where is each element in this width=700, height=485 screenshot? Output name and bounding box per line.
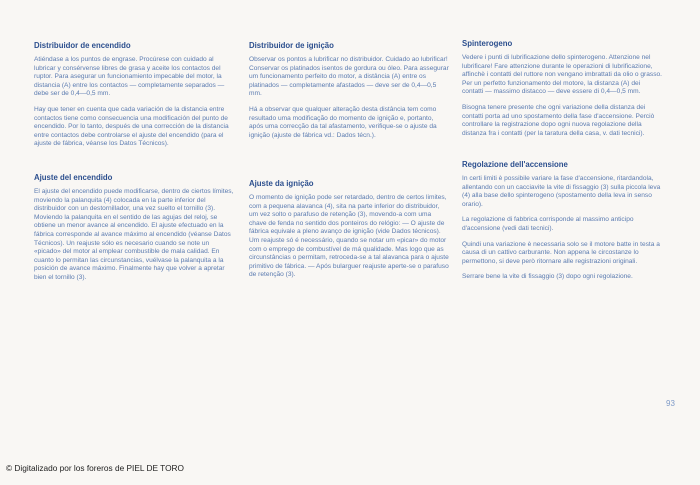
section-regolazione-accensione [462,160,662,289]
page-number: 93 [666,399,675,408]
section-heading: Spinterogeno [462,39,513,48]
section-heading: Ajuste del encendido [34,173,113,182]
section-heading: Regolazione dell'accensione [462,160,568,169]
paragraph: Observar os pontos a lubrificar no distribuidor. Cuidado ao lubrificar! Conservar os platinados isentos de gordura ou óleo. Para assegurar um funcionamento perfeito do motor, a distância (A) entre os platinados — completamente afastados — deve ser de 0,4—0,5 mm. [249,56,449,98]
section-ajuste-ignicao [249,179,449,287]
paragraph: Atiéndase a los puntos de engrase. Procúrese con cuidado al lubricar y consérvense libres de grasa y aceite los contactos del ruptor. Para asegurar un funcionamiento impecable del motor, la distancia (A) entre los contactos — completamente separados — debe ser de 0,4—0,5 mm. [34,56,225,98]
section-heading: Distribuidor de ignição [249,41,334,50]
section-heading: Ajuste da ignição [249,179,314,188]
section-ajuste-encendido [34,173,234,290]
paragraph: Bisogna tenere presente che ogni variazione della distanza dei contatti porta ad uno spostamento della fase d'accensione. Perciò controllare la registrazione dopo ogni nuova regolazione della distanza fra i contatti (per la taratura della casa, v. dati tecnici). [462,103,655,137]
section-distribuidor-encendido [34,41,234,156]
paragraph: Serrare bene la vite di fissaggio (3) dopo ogni regolazione. [462,273,633,281]
paragraph: Vedere i punti di lubrificazione dello spinterogeno. Attenzione nel lubrificare! Fare attenzione durante le operazioni di lubrificazione, affinchè i contatti del ruttore non vengano imbrattati da olio o grasso. Per un perfetto funzionamento del motore, la distanza (A) dei contatti — massimo distacco — deve essere di 0,4—0,5 mm. [462,54,663,96]
paragraph: La regolazione di fabbrica corrisponde al massimo anticipo d'accensione (vedi dati tecnici). [462,216,634,232]
section-heading: Distribuidor de encendido [34,41,131,50]
paragraph: Quindi una variazione è necessaria solo se il motore batte in testa a causa di un cattivo carburante. Non appena le circostanze lo permettono, si deve però ritornare alle registrazioni originali. [462,240,660,265]
paragraph: Há a observar que qualquer alteração desta distância tem como resultado uma modificação do momento de ignição e, portanto, após uma correcção da tal afastamento, verifique-se o ajuste da ignição (ajuste de fábrica vd.: Dados técn.). [249,105,437,139]
paragraph: Hay que tener en cuenta que cada variación de la distancia entre contactos tiene como consecuencia una modificación del punto de encendido. Por lo tanto, después de una corrección de la distancia entre contactos debe controlarse el ajuste del encendido (para el ajuste de fábrica, véanse los Datos Técnicos). [34,105,229,148]
section-spinterogeno [462,39,662,145]
section-distribuidor-ignicao [249,41,449,147]
paragraph: El ajuste del encendido puede modificarse, dentro de ciertos límites, moviendo la palanquita (4) colocada en la parte inferior del distribuidor con un destornillador, una vez suelto el tornillo (3). Moviendo la palanquita en el sentido de las agujas del reloj, se obtiene un menor avance al encendido. El ajuste efectuado en la fábrica corresponde al avance máximo al encendido (véanse Datos Técnicos). Un reajuste sólo es necesario cuando se note un «picado» del motor al emplear combustible de mala calidad. En cuanto lo permitan las circunstancias, vuélvase la palanquita a la posición de avance máximo. Finalmente hay que volver a apretar bien el tornillo (3). [34,188,234,281]
paragraph: In certi limiti è possibile variare la fase d'accensione, ritardandola, allentando con un cacciavite la vite di fissaggio (3) sulla piccola leva (4) alla base dello spinterogeno (spostamento della leva in senso orario). [462,175,661,208]
digitization-credit: © Digitalizado por los foreros de PIEL DE TORO [6,463,184,473]
paragraph: O momento de ignição pode ser retardado, dentro de certos limites, com a pequena alavanca (4), sita na parte inferior do distribuidor, um vez solto o parafuso de retenção (3), movendo-a com uma chave de fenda no sentido dos ponteiros do relógio: — O ajuste de fábrica equivale a pleno avanço de ignição (vide Dados técnicos). Um reajuste só é necessário, quando se notar um «picar» do motor com o emprego de combustível de má qualidade. Mas logo que as circunstâncias o permitam, retroceda-se a tal alavanca para o ajuste primitivo de fábrica. — Após bularguer reajuste aperte-se o parafuso de retenção (3). [249,194,449,279]
